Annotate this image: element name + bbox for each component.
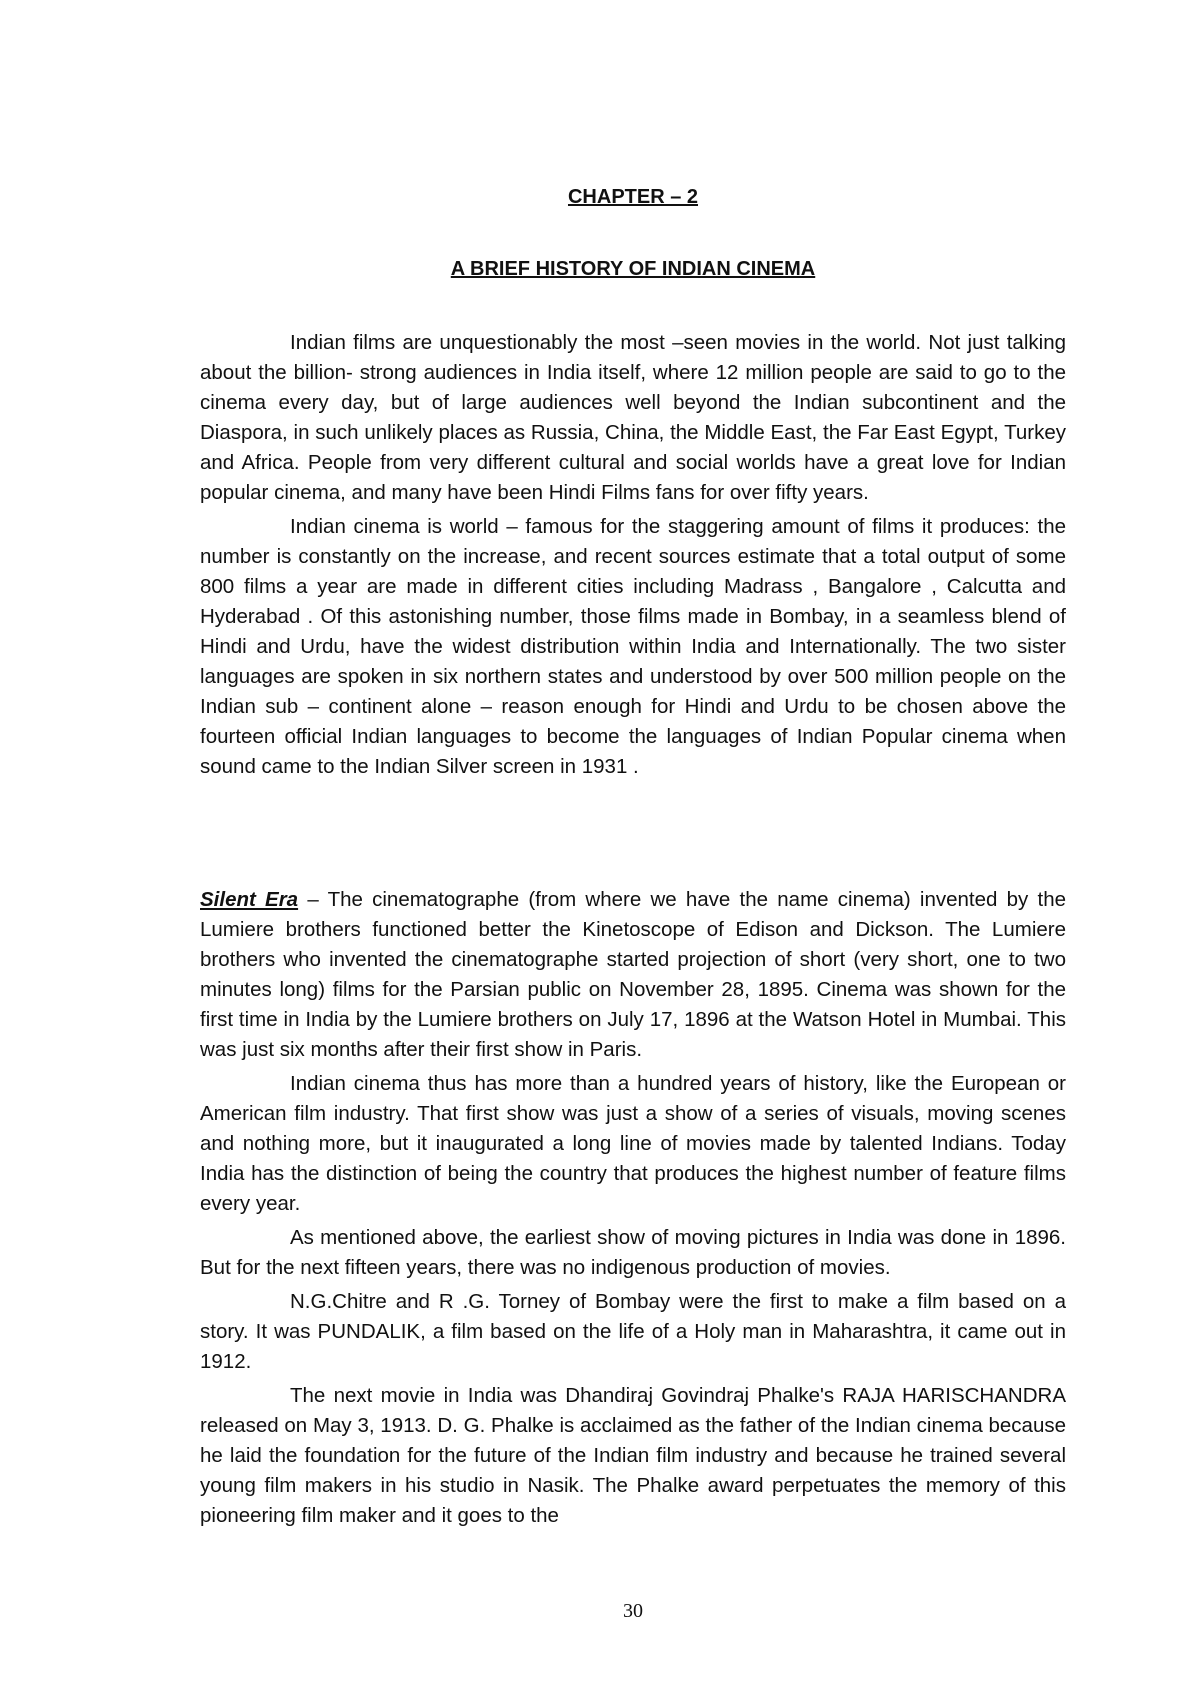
paragraph: As mentioned above, the earliest show of moving pictures in India was done in 1896. But for the next fifteen years, there was no indigenous production of movies. <box>200 1226 1066 1279</box>
silent-era-label: Silent Era <box>200 888 299 911</box>
chapter-title: A BRIEF HISTORY OF INDIAN CINEMA <box>450 258 816 280</box>
intro-section <box>200 328 1066 786</box>
chapter-heading: CHAPTER – 2 <box>567 186 699 208</box>
paragraph: The next movie in India was Dhandiraj Govindraj Phalke's RAJA HARISCHANDRA released on May 3, 1913. D. G. Phalke is acclaimed as the father of the Indian cinema because he laid the foundation for the future of the Indian film industry and because he trained several young film makers in his studio in Nasik. The Phalke award perpetuates the memory of this pioneering film maker and it goes to the <box>200 1384 1066 1527</box>
page-number: 30 <box>623 1600 643 1622</box>
silent-era-lead-text: – The cinematographe (from where we have the name cinema) invented by the Lumiere brothers functioned better the Kinetoscope of Edison and Dickson. The Lumiere brothers who invented the cinematographe started projection of short (very short, one to two minutes long) films for the Parsian public on November 28, 1895. Cinema was shown for the first time in India by the Lumiere brothers on July 17, 1896 at the Watson Hotel in Mumbai. This was just six months after their first show in Paris. <box>200 888 1067 1061</box>
paragraph: Indian cinema is world – famous for the staggering amount of films it produces: the number is constantly on the increase, and recent sources estimate that a total output of some 800 films a year are made in different cities including Madrass , Bangalore , Calcutta and Hyderabad . Of this astonishing number, those films made in Bombay, in a seamless blend of Hindi and Urdu, have the widest distribution within India and Internationally. The two sister languages are spoken in six northern states and understood by over 500 million people on the Indian sub – continent alone – reason enough for Hindi and Urdu to be chosen above the fourteen official Indian languages to become the languages of Indian Popular cinema when sound came to the Indian Silver screen in 1931 . <box>200 515 1066 778</box>
paragraph: Indian cinema thus has more than a hundred years of history, like the European or American film industry. That first show was just a show of a series of visuals, moving scenes and nothing more, but it inaugurated a long line of movies made by talented Indians. Today India has the distinction of being the country that produces the highest number of feature films every year. <box>200 1072 1066 1215</box>
document-page <box>200 0 1066 1698</box>
silent-era-section <box>200 885 1066 1535</box>
paragraph: Indian films are unquestionably the most –seen movies in the world. Not just talking about the billion- strong audiences in India itself, where 12 million people are said to go to the cinema every day, but of large audiences well beyond the Indian subcontinent and the Diaspora, in such unlikely places as Russia, China, the Middle East, the Far East Egypt, Turkey and Africa. People from very different cultural and social worlds have a great love for Indian popular cinema, and many have been Hindi Films fans for over fifty years. <box>200 331 1066 504</box>
silent-era-lead-paragraph <box>200 885 1066 1065</box>
paragraph: N.G.Chitre and R .G. Torney of Bombay were the first to make a film based on a story. It was PUNDALIK, a film based on the life of a Holy man in Maharashtra, it came out in 1912. <box>200 1290 1066 1373</box>
